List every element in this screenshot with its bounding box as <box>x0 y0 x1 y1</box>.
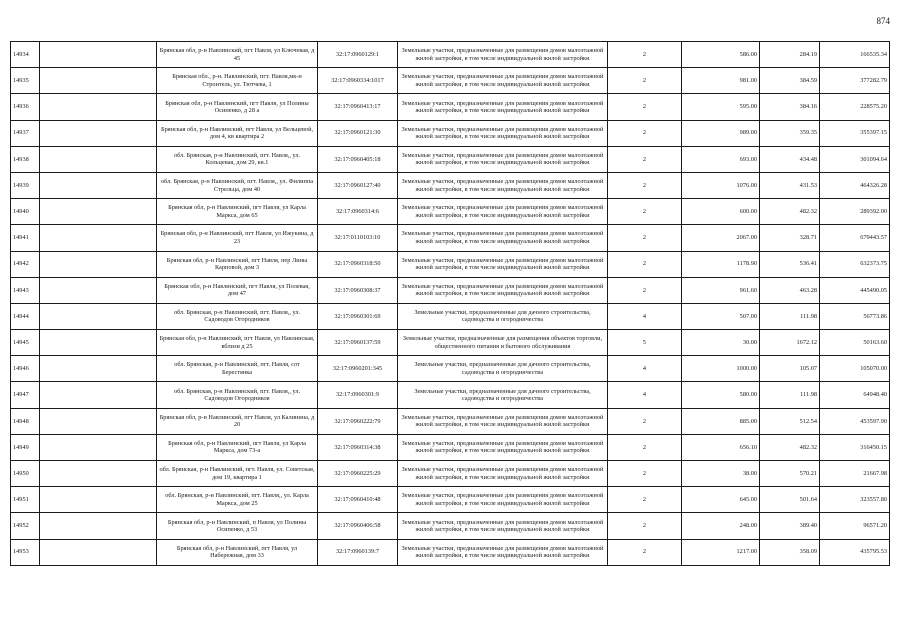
area-cell: 248.00 <box>682 513 760 539</box>
record-number-cell: 14952 <box>11 513 40 539</box>
permitted-use-cell: Земельные участки, предназначенные для размещения домов малоэтажной жилой застройки, в том числе индивидуальной жилой застройки <box>398 277 608 303</box>
use-group-cell: 2 <box>608 42 682 68</box>
area-cell: 38.00 <box>682 461 760 487</box>
cadastral-number-cell: 32:17:0960405:18 <box>318 146 398 172</box>
area-cell: 1076.00 <box>682 172 760 198</box>
permitted-use-cell: Земельные участки, предназначенные для дачного строительства, садоводства и огородничества <box>398 382 608 408</box>
record-number-cell: 14938 <box>11 146 40 172</box>
address-cell: Брянская обл, р-н Навлинский, пгт Навля, ул Ижукина, д 23 <box>157 225 318 251</box>
spacer-cell <box>40 251 157 277</box>
cadastral-number-cell: 32:17:0960413:17 <box>318 94 398 120</box>
area-cell: 961.60 <box>682 277 760 303</box>
permitted-use-cell: Земельные участки, предназначенные для размещения домов малоэтажной жилой застройки, в том числе индивидуальной жилой застройки <box>398 146 608 172</box>
cadastral-value-cell: 228575.20 <box>820 94 890 120</box>
cadastral-value-cell: 105070.00 <box>820 356 890 382</box>
specific-value-cell: 111.98 <box>760 382 820 408</box>
specific-value-cell: 328.71 <box>760 225 820 251</box>
permitted-use-cell: Земельные участки, предназначенные для размещения домов малоэтажной жилой застройки, в том числе индивидуальной жилой застройки <box>398 251 608 277</box>
spacer-cell <box>40 461 157 487</box>
area-cell: 30.00 <box>682 330 760 356</box>
area-cell: 580.00 <box>682 382 760 408</box>
area-cell: 1000.00 <box>682 356 760 382</box>
permitted-use-cell: Земельные участки, предназначенные для размещения домов малоэтажной жилой застройки, в том числе индивидуальной жилой застройки <box>398 225 608 251</box>
area-cell: 1217.00 <box>682 539 760 565</box>
cadastral-value-cell: 445490.05 <box>820 277 890 303</box>
cadastral-number-cell: 32:17:0960314:38 <box>318 434 398 460</box>
use-group-cell: 2 <box>608 461 682 487</box>
cadastral-value-cell: 289392.00 <box>820 199 890 225</box>
cadastral-value-cell: 464326.28 <box>820 172 890 198</box>
spacer-cell <box>40 68 157 94</box>
address-cell: Брянская обл, р-н Навлинский, пгт Навля, ул Карла Маркса, дом 73-а <box>157 434 318 460</box>
spacer-cell <box>40 539 157 565</box>
permitted-use-cell: Земельные участки, предназначенные для размещения домов малоэтажной жилой застройки, в том числе индивидуальной жилой застройки <box>398 434 608 460</box>
specific-value-cell: 463.28 <box>760 277 820 303</box>
table-row <box>11 303 890 329</box>
use-group-cell: 2 <box>608 225 682 251</box>
record-number-cell: 14944 <box>11 303 40 329</box>
specific-value-cell: 358.09 <box>760 539 820 565</box>
permitted-use-cell: Земельные участки, предназначенные для размещения домов малоэтажной жилой застройки, в том числе индивидуальной жилой застройки <box>398 539 608 565</box>
permitted-use-cell: Земельные участки, предназначенные для размещения домов малоэтажной жилой застройки, в том числе индивидуальной жилой застройки <box>398 42 608 68</box>
cadastral-value-cell: 166535.34 <box>820 42 890 68</box>
record-number-cell: 14941 <box>11 225 40 251</box>
specific-value-cell: 1672.12 <box>760 330 820 356</box>
cadastral-number-cell: 32:17:0110103:10 <box>318 225 398 251</box>
use-group-cell: 2 <box>608 539 682 565</box>
area-cell: 2067.00 <box>682 225 760 251</box>
spacer-cell <box>40 382 157 408</box>
table-row <box>11 94 890 120</box>
spacer-cell <box>40 330 157 356</box>
cadastral-value-cell: 301094.64 <box>820 146 890 172</box>
cadastral-number-cell: 32:17:0960301:69 <box>318 303 398 329</box>
area-cell: 600.00 <box>682 199 760 225</box>
table-row <box>11 68 890 94</box>
record-number-cell: 14936 <box>11 94 40 120</box>
table-row <box>11 461 890 487</box>
spacer-cell <box>40 146 157 172</box>
permitted-use-cell: Земельные участки, предназначенные для размещения домов малоэтажной жилой застройки, в том числе индивидуальной жилой застройки <box>398 408 608 434</box>
permitted-use-cell: Земельные участки, предназначенные для размещения домов малоэтажной жилой застройки, в том числе индивидуальной жилой застройки <box>398 513 608 539</box>
address-cell: Брянская обл, р-н Навлинский, пгт Навля, пер Лины Карповой, дом 3 <box>157 251 318 277</box>
use-group-cell: 2 <box>608 94 682 120</box>
record-number-cell: 14942 <box>11 251 40 277</box>
table-row <box>11 146 890 172</box>
cadastral-number-cell: 32:17:0960308:37 <box>318 277 398 303</box>
use-group-cell: 2 <box>608 172 682 198</box>
table-row <box>11 539 890 565</box>
cadastral-registry-table <box>10 41 890 566</box>
use-group-cell: 2 <box>608 146 682 172</box>
permitted-use-cell: Земельные участки, предназначенные для размещения домов малоэтажной жилой застройки, в том числе индивидуальной жилой застройки <box>398 68 608 94</box>
cadastral-value-cell: 632373.75 <box>820 251 890 277</box>
specific-value-cell: 111.98 <box>760 303 820 329</box>
address-cell: Брянская обл, р-н Навлинский, пгт Навля, ул Набережная, дом 33 <box>157 539 318 565</box>
table-row <box>11 225 890 251</box>
use-group-cell: 4 <box>608 382 682 408</box>
spacer-cell <box>40 303 157 329</box>
use-group-cell: 2 <box>608 487 682 513</box>
use-group-cell: 2 <box>608 251 682 277</box>
spacer-cell <box>40 120 157 146</box>
permitted-use-cell: Земельные участки, предназначенные для размещения домов малоэтажной жилой застройки, в том числе индивидуальной жилой застройки <box>398 120 608 146</box>
table-row <box>11 382 890 408</box>
cadastral-number-cell: 32:17:0960301:9 <box>318 382 398 408</box>
cadastral-value-cell: 96571.20 <box>820 513 890 539</box>
use-group-cell: 2 <box>608 68 682 94</box>
permitted-use-cell: Земельные участки, предназначенные для размещения домов малоэтажной жилой застройки, в том числе индивидуальной жилой застройки <box>398 487 608 513</box>
specific-value-cell: 359.35 <box>760 120 820 146</box>
permitted-use-cell: Земельные участки, предназначенные для дачного строительства, садоводства и огородничества <box>398 356 608 382</box>
cadastral-value-cell: 21667.98 <box>820 461 890 487</box>
area-cell: 507.00 <box>682 303 760 329</box>
specific-value-cell: 570.21 <box>760 461 820 487</box>
record-number-cell: 14945 <box>11 330 40 356</box>
area-cell: 656.10 <box>682 434 760 460</box>
record-number-cell: 14950 <box>11 461 40 487</box>
area-cell: 989.00 <box>682 120 760 146</box>
cadastral-number-cell: 32:17:0960318:50 <box>318 251 398 277</box>
area-cell: 586.00 <box>682 42 760 68</box>
address-cell: Брянская обл, р-н Навлинский, пгт Навля, ул Калинина, д 20 <box>157 408 318 434</box>
specific-value-cell: 501.64 <box>760 487 820 513</box>
address-cell: Брянская обл, р-н Навлинский, п Навля, ул Полины Осипенко, д 53 <box>157 513 318 539</box>
record-number-cell: 14935 <box>11 68 40 94</box>
record-number-cell: 14947 <box>11 382 40 408</box>
table-row <box>11 487 890 513</box>
table-row <box>11 42 890 68</box>
record-number-cell: 14946 <box>11 356 40 382</box>
address-cell: обл. Брянская, р-н Навлинский, пгт. Навля,, ул. Садоводов Огородников <box>157 303 318 329</box>
address-cell: Брянская обл, р-н Навлинский, пгт Навля, ул Полевая, дом 47 <box>157 277 318 303</box>
registry-body <box>11 42 890 566</box>
cadastral-value-cell: 377282.79 <box>820 68 890 94</box>
specific-value-cell: 284.19 <box>760 42 820 68</box>
permitted-use-cell: Земельные участки, предназначенные для размещения домов малоэтажной жилой застройки, в том числе индивидуальной жилой застройки <box>398 461 608 487</box>
permitted-use-cell: Земельные участки, предназначенные для размещения домов малоэтажной жилой застройки, в том числе индивидуальной жилой застройки <box>398 199 608 225</box>
spacer-cell <box>40 42 157 68</box>
record-number-cell: 14939 <box>11 172 40 198</box>
cadastral-value-cell: 56773.86 <box>820 303 890 329</box>
cadastral-value-cell: 316450.15 <box>820 434 890 460</box>
table-row <box>11 120 890 146</box>
record-number-cell: 14934 <box>11 42 40 68</box>
table-row <box>11 172 890 198</box>
table-row <box>11 408 890 434</box>
spacer-cell <box>40 94 157 120</box>
spacer-cell <box>40 434 157 460</box>
spacer-cell <box>40 513 157 539</box>
use-group-cell: 2 <box>608 408 682 434</box>
cadastral-number-cell: 32:17:0960139:7 <box>318 539 398 565</box>
area-cell: 645.00 <box>682 487 760 513</box>
cadastral-number-cell: 32:17:0960127:40 <box>318 172 398 198</box>
cadastral-number-cell: 32:17:0960406:58 <box>318 513 398 539</box>
cadastral-value-cell: 453597.90 <box>820 408 890 434</box>
cadastral-number-cell: 32:17:0960410:48 <box>318 487 398 513</box>
specific-value-cell: 512.54 <box>760 408 820 434</box>
cadastral-value-cell: 64948.40 <box>820 382 890 408</box>
spacer-cell <box>40 199 157 225</box>
spacer-cell <box>40 225 157 251</box>
use-group-cell: 4 <box>608 303 682 329</box>
cadastral-value-cell: 679443.57 <box>820 225 890 251</box>
cadastral-number-cell: 32:17:0960334:1017 <box>318 68 398 94</box>
area-cell: 1178.90 <box>682 251 760 277</box>
spacer-cell <box>40 408 157 434</box>
record-number-cell: 14943 <box>11 277 40 303</box>
cadastral-number-cell: 32:17:0960137:59 <box>318 330 398 356</box>
record-number-cell: 14949 <box>11 434 40 460</box>
cadastral-number-cell: 32:17:0960222:79 <box>318 408 398 434</box>
area-cell: 981.00 <box>682 68 760 94</box>
cadastral-number-cell: 32:17:0960201:345 <box>318 356 398 382</box>
table-row <box>11 277 890 303</box>
spacer-cell <box>40 277 157 303</box>
address-cell: Брянская обл, р-н Навлинский, пгт Навля, ул Вельцевой, дом 4, кв квартира 2 <box>157 120 318 146</box>
permitted-use-cell: Земельные участки, предназначенные для размещения домов малоэтажной жилой застройки, в том числе индивидуальной жилой застройки <box>398 172 608 198</box>
address-cell: обл. Брянская, р-н Навлинский, пгт. Навля,, ул. Карла Маркса, дом 25 <box>157 487 318 513</box>
cadastral-value-cell: 435795.53 <box>820 539 890 565</box>
table-row <box>11 513 890 539</box>
specific-value-cell: 482.32 <box>760 434 820 460</box>
use-group-cell: 2 <box>608 434 682 460</box>
area-cell: 693.00 <box>682 146 760 172</box>
address-cell: Брянская обл, р-н Навлинский, пгт Навля, ул Ключевая, д 45 <box>157 42 318 68</box>
use-group-cell: 2 <box>608 199 682 225</box>
address-cell: обл. Брянская, р-н Навлинский, пгт. Навля, ул. Советская, дом 19, квартира 1 <box>157 461 318 487</box>
permitted-use-cell: Земельные участки, предназначенные для дачного строительства, садоводства и огородничества <box>398 303 608 329</box>
specific-value-cell: 389.40 <box>760 513 820 539</box>
record-number-cell: 14953 <box>11 539 40 565</box>
record-number-cell: 14937 <box>11 120 40 146</box>
address-cell: обл. Брянская, р-н Навлинский, пгт. Навля,, ул. Садоводов Огородников <box>157 382 318 408</box>
use-group-cell: 5 <box>608 330 682 356</box>
address-cell: Брянская обл, р-н Навлинский, пгт Навля, ул Полины Осипенко, д 28 а <box>157 94 318 120</box>
permitted-use-cell: Земельные участки, предназначенные для размещения домов малоэтажной жилой застройки, в том числе индивидуальной жилой застройки <box>398 94 608 120</box>
specific-value-cell: 105.07 <box>760 356 820 382</box>
use-group-cell: 4 <box>608 356 682 382</box>
address-cell: обл. Брянская, р-н Навлинский, пгт. Навля,, ул. Филиппа Стрельца, дом 40 <box>157 172 318 198</box>
use-group-cell: 2 <box>608 513 682 539</box>
spacer-cell <box>40 172 157 198</box>
use-group-cell: 2 <box>608 120 682 146</box>
record-number-cell: 14940 <box>11 199 40 225</box>
permitted-use-cell: Земельные участки, предназначенные для размещения объектов торговли, общественного питания и бытового обслуживания <box>398 330 608 356</box>
spacer-cell <box>40 356 157 382</box>
table-row <box>11 434 890 460</box>
specific-value-cell: 384.16 <box>760 94 820 120</box>
address-cell: обл. Брянская, р-н Навлинский, пгт. Навля, сот Берестянка <box>157 356 318 382</box>
cadastral-value-cell: 355397.15 <box>820 120 890 146</box>
table-row <box>11 251 890 277</box>
cadastral-number-cell: 32:17:0960314:6 <box>318 199 398 225</box>
specific-value-cell: 482.32 <box>760 199 820 225</box>
cadastral-value-cell: 323557.80 <box>820 487 890 513</box>
specific-value-cell: 384.59 <box>760 68 820 94</box>
cadastral-number-cell: 32:17:0960225:29 <box>318 461 398 487</box>
cadastral-number-cell: 32:17:0960121:30 <box>318 120 398 146</box>
record-number-cell: 14948 <box>11 408 40 434</box>
specific-value-cell: 536.41 <box>760 251 820 277</box>
address-cell: Брянская обл., р-н. Навлинский, пгт. Навля,мк-н Строитель, ул. Тютчева, 1 <box>157 68 318 94</box>
specific-value-cell: 434.48 <box>760 146 820 172</box>
cadastral-value-cell: 50163.60 <box>820 330 890 356</box>
address-cell: Брянская обл, р-н Навлинский, пгт Навля, ул Карла Маркса, дом 65 <box>157 199 318 225</box>
table-row <box>11 199 890 225</box>
record-number-cell: 14951 <box>11 487 40 513</box>
page-number: 874 <box>876 16 890 26</box>
use-group-cell: 2 <box>608 277 682 303</box>
spacer-cell <box>40 487 157 513</box>
address-cell: Брянская обл, р-н Навлинский, пгт Навля, ул Навлинская, вблизи д 25 <box>157 330 318 356</box>
area-cell: 885.00 <box>682 408 760 434</box>
table-row <box>11 330 890 356</box>
table-row <box>11 356 890 382</box>
specific-value-cell: 431.53 <box>760 172 820 198</box>
address-cell: обл. Брянская, р-н Навлинский, пгт. Навля,, ул. Кольцевая, дом 29, кв.1 <box>157 146 318 172</box>
area-cell: 595.00 <box>682 94 760 120</box>
cadastral-number-cell: 32:17:0960129:1 <box>318 42 398 68</box>
